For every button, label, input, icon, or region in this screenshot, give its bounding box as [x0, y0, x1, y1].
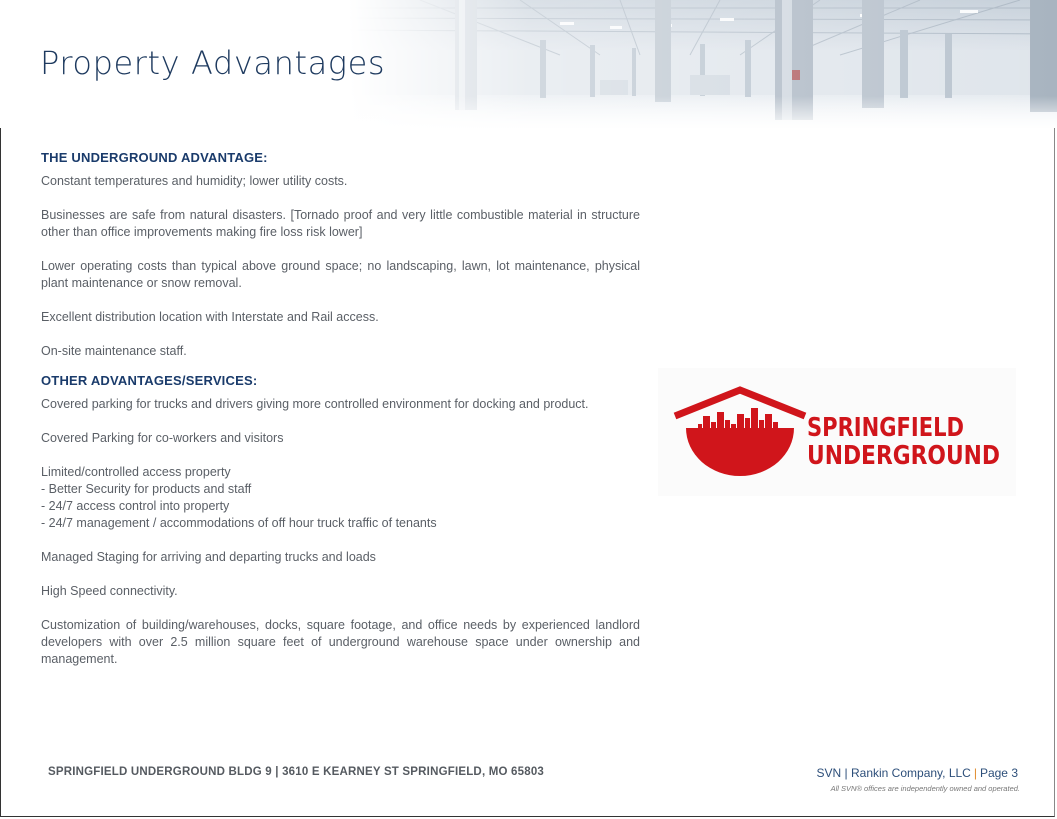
- footer-page-number: Page 3: [979, 766, 1018, 780]
- logo-graphic: [658, 368, 1016, 496]
- list-item: - 24/7 management / accommodations of off hour truck traffic of tenants: [41, 516, 437, 530]
- footer-company-page: [817, 766, 1018, 780]
- paragraph: Covered Parking for co-workers and visitors: [41, 431, 284, 445]
- paragraph: Covered parking for trucks and drivers giving more controlled environment for docking and product.: [41, 397, 589, 411]
- footer-note: All SVN® offices are independently owned and operated.: [830, 784, 1020, 793]
- footer-company: SVN | Rankin Company, LLC: [816, 766, 971, 780]
- main-content: [41, 150, 640, 685]
- section-heading: OTHER ADVANTAGES/SERVICES:: [41, 373, 258, 388]
- footer-separator: |: [973, 766, 977, 780]
- paragraph: On-site maintenance staff.: [41, 344, 187, 358]
- paragraph: Businesses are safe from natural disasters. [Tornado proof and very little combustible material in structure other than office improvements making fire loss risk lower]: [41, 208, 640, 239]
- section-heading: THE UNDERGROUND ADVANTAGE:: [41, 150, 268, 165]
- logo-text-line1: SPRINGFIELD: [807, 413, 964, 443]
- footer-address: SPRINGFIELD UNDERGROUND BLDG 9 | 3610 E KEARNEY ST SPRINGFIELD, MO 65803: [48, 766, 545, 778]
- paragraph: Constant temperatures and humidity; lower utility costs.: [41, 174, 348, 188]
- list-item: - Better Security for products and staff: [41, 482, 252, 496]
- paragraph: Customization of building/warehouses, docks, square footage, and office needs by experienced landlord developers with over 2.5 million square feet of underground warehouse space under ownership and management.: [41, 618, 640, 666]
- page-title: Property Advantages: [40, 44, 386, 82]
- paragraph: Excellent distribution location with Interstate and Rail access.: [41, 310, 379, 324]
- springfield-underground-logo: [658, 368, 1016, 496]
- paragraph: Lower operating costs than typical above ground space; no landscaping, lawn, lot maintenance, physical plant maintenance or snow removal.: [41, 259, 640, 290]
- section-underground-advantage: [41, 150, 640, 360]
- section-other-advantages: [41, 373, 640, 668]
- paragraph: Managed Staging for arriving and departing trucks and loads: [41, 550, 376, 564]
- paragraph: High Speed connectivity.: [41, 584, 178, 598]
- list-item: - 24/7 access control into property: [41, 499, 230, 513]
- logo-text-line2: UNDERGROUND: [807, 441, 1000, 471]
- list-intro: Limited/controlled access property: [41, 465, 231, 479]
